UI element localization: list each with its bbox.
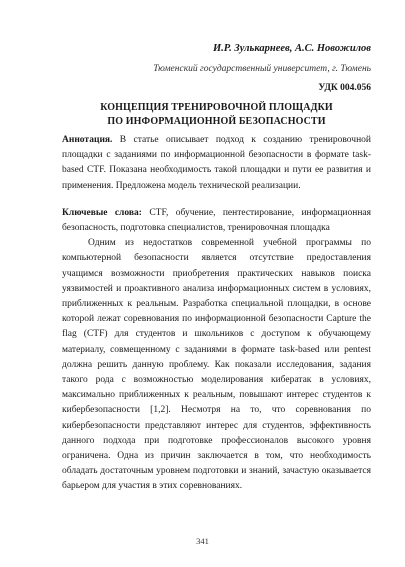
abstract-text: В статье описывает подход к созданию тренировочной площадки с заданиями по информационной безопасности в формате task-based CTF. Показана необходимость такой площадки и пути ее развития и применения. Предложена модель технической реализации.	[62, 135, 371, 191]
page-number: 341	[196, 536, 209, 546]
abstract-label: Аннотация.	[62, 135, 113, 145]
keywords	[62, 206, 371, 236]
authors: И.Р. Зулькарнеев, А.С. Новожилов	[213, 43, 371, 54]
title-line-1: КОНЦЕПЦИЯ ТРЕНИРОВОЧНОЙ ПЛОЩАДКИ	[100, 102, 333, 113]
keywords-label: Ключевые слова:	[62, 207, 142, 218]
abstract	[62, 133, 371, 194]
udk-code: УДК 004.056	[318, 83, 371, 93]
paper-title	[62, 101, 371, 129]
title-line-2: ПО ИНФОРМАЦИОННОЙ БЕЗОПАСНОСТИ	[107, 116, 326, 127]
affiliation: Тюменский государственный университет, г. Тюмень	[153, 64, 371, 74]
body-paragraph: Одним из недостатков современной учебной программы по компьютерной безопасности является отсутствие предоставления учащимся возможности приобретения практических навыков поиска уязвимостей и проактивного анализа информационных систем в условиях, приближенных к реальным. Разработка специальной площадки, в основе которой лежат соревнования по информационной безопасности Capture the flag (CTF) для студентов и школьников с доступом к обучающему материалу, совмещенному с заданиями в формате task-based или pentest должна решить данную проблему. Как показали исследования, задания такого рода с возможностью моделирования кибератак в условиях, максимально приближенных к реальным, повышают интерес студентов к кибербезопасности [1,2]. Несмотря на то, что соревнования по кибербезопасности представляют интерес для студентов, эффективность данного подхода при подготовке профессионалов высокого уровня ограничена. Одна из причин заключается в том, что необходимость обладать достаточным уровнем подготовки и знаний, зачастую оказывается барьером для участия в этих соревнованиях.	[62, 238, 371, 492]
keywords-text: CTF, обучение, пентестирование, информационная безопасность, подготовка специалистов, тренировочная площадка	[62, 207, 371, 234]
